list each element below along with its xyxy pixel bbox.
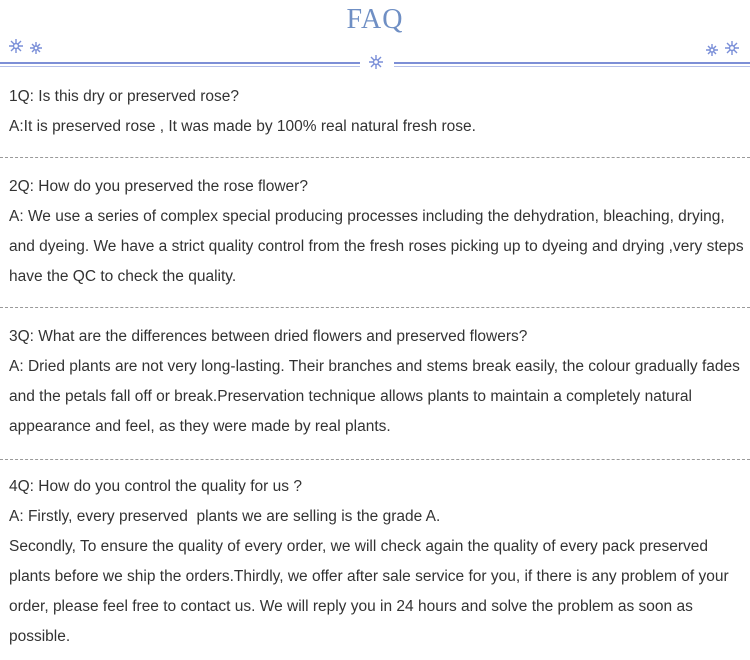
snowflake-ornament-icon (8, 38, 24, 54)
faq-item-1 (0, 82, 750, 142)
faq-question: 3Q: What are the differences between dried flowers and preserved flowers? (9, 328, 528, 345)
faq-item-2 (0, 172, 750, 292)
page-title: FAQ (346, 4, 404, 35)
faq-question: 1Q: Is this dry or preserved rose? (9, 88, 240, 105)
faq-answer: A:It is preserved rose , It was made by 100% real natural fresh rose. (9, 118, 476, 135)
faq-question: 4Q: How do you control the quality for us ? (9, 478, 302, 495)
faq-divider (0, 157, 750, 158)
faq-divider (0, 307, 750, 308)
snowflake-ornament-icon (724, 40, 740, 56)
faq-answer: A: Dried plants are not very long-lasting. Their branches and stems break easily, the colour gradually fades and the petals fall off or break.Preservation technique allows plants to maintain a completely natural appearance and feel, as they were made by real plants. (9, 358, 740, 435)
faq-question: 2Q: How do you preserved the rose flower? (9, 178, 308, 195)
faq-header (0, 0, 750, 78)
faq-answer: A: Firstly, every preserved plants we are selling is the grade A. (9, 508, 441, 525)
snowflake-ornament-icon (704, 42, 720, 58)
snowflake-ornament-icon (28, 40, 44, 56)
snowflake-ornament-icon (368, 54, 384, 70)
faq-answer-continued: Secondly, To ensure the quality of every order, we will check again the quality of every pack preserved plants before we ship the orders.Thirdly, we offer after sale service for you, if there is any problem of your order, please feel free to contact us. We will reply you in 24 hours and solve the problem as soon as possible. (9, 538, 729, 645)
faq-answer: A: We use a series of complex special producing processes including the dehydration, bleaching, drying, and dyeing. We have a strict quality control from the fresh roses picking up to dyeing and drying ,very steps have the QC to check the quality. (9, 208, 744, 285)
faq-divider (0, 459, 750, 460)
faq-item-3 (0, 322, 750, 442)
faq-item-4 (0, 472, 750, 652)
